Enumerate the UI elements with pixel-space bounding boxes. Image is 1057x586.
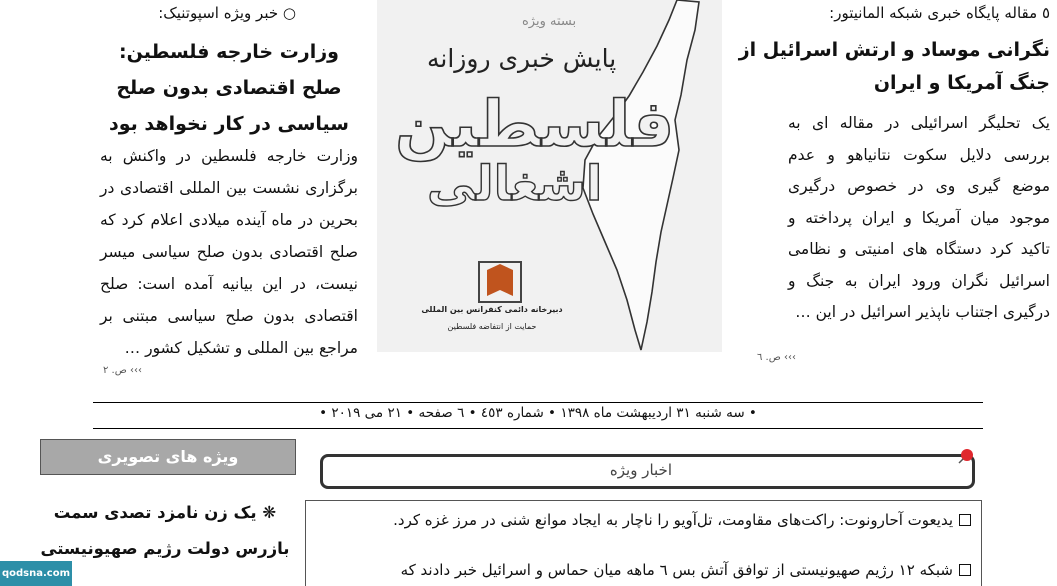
article-right-headline[interactable]: نگرانی موساد و ارتش اسرائیل از جنگ آمریکا و ایران (738, 39, 1050, 94)
divider-bottom (93, 428, 983, 429)
book-icon (487, 264, 513, 296)
special-news-header (320, 454, 975, 489)
checkbox-icon (959, 564, 971, 576)
article-left (100, 0, 368, 380)
news-item-text: شبکه ١٢ رژیم صهیونیستی از توافق آتش بس ٦ ماهه میان حماس و اسرائیل خبر دادند که (400, 561, 953, 579)
checkbox-icon (959, 514, 971, 526)
article-right-kicker: ٥ مقاله پایگاه خبری شبکه المانیتور: (829, 4, 1050, 22)
news-item[interactable] (401, 561, 971, 579)
photo-section-headline[interactable]: ❋ یک زن نامزد تصدی سمت بازرس دولت رژیم صهیونیستی (40, 503, 290, 558)
cover-outline-word-2: اشغالی (427, 156, 603, 212)
cover-image (377, 0, 722, 352)
article-right (722, 0, 1050, 375)
issue-dateline: • سه شنبه ٣١ اردیبهشت ماه ١٣٩٨ • شماره ٤٥٣ • ٦ صفحه • ٢١ می ٢٠١٩ • (319, 405, 757, 421)
cover-logo-text-2: حمایت از انتفاضه فلسطین (447, 322, 537, 331)
special-news-list (305, 500, 982, 586)
cover-big-title: پایش خبری روزانه (427, 44, 617, 73)
cover-outline-word-1: فلسطین (395, 88, 675, 162)
photo-section-header: ویژه های تصویری (40, 439, 296, 475)
article-left-body: وزارت خارجه فلسطین در واکنش به برگزاری نشست بین المللی اقتصادی در بحرین در ماه آینده میلادی اعلام کرد که صلح اقتصادی بدون صلح سیاسی میسر نیست، در این بیانیه آمده است: صلح اقتصادی بدون صلح سیاسی مبتنی بر مراجع بین المللی و تشکیل کشور … (100, 147, 358, 357)
article-right-page-ref[interactable]: ››› ص. ٦ (757, 352, 796, 363)
article-left-kicker: ○ خبر ویژه اسپوتنیک: (158, 4, 296, 22)
pushpin-icon (958, 448, 974, 464)
article-left-headline[interactable]: وزارت خارجه فلسطین: صلح اقتصادی بدون صلح سیاسی در کار نخواهد بود (109, 41, 349, 135)
special-news-label: اخبار ویژه (609, 461, 672, 479)
divider-top (93, 402, 983, 403)
article-right-body: یک تحلیگر اسرائیلی در مقاله ای به بررسی دلایل سکوت نتانیاهو و عدم موضع گیری وی در خصوص درگیری موجود میان آمریکا و ایران پرداخته و تاکید کرد دستگاه های امنیتی و نظامی اسرائیل نگران ورود ایران به جنگ و درگیری اجتناب ناپذیر اسرائیل در این … (788, 114, 1050, 321)
news-item-text: یدیعوت آحارونوت: راکت‌های مقاومت، تل‌آویو را ناچار به ایجاد موانع شنی در مرز غزه کرد. (393, 511, 953, 529)
cover-small-title: بسته ویژه (522, 14, 577, 29)
cover-logo-text-1: دبیرخانه دائمی کنفرانس بین المللی (421, 305, 563, 314)
site-watermark[interactable]: qodsna.com (0, 561, 72, 586)
news-item[interactable] (393, 511, 971, 529)
article-left-page-ref[interactable]: ››› ص. ٢ (103, 365, 142, 376)
